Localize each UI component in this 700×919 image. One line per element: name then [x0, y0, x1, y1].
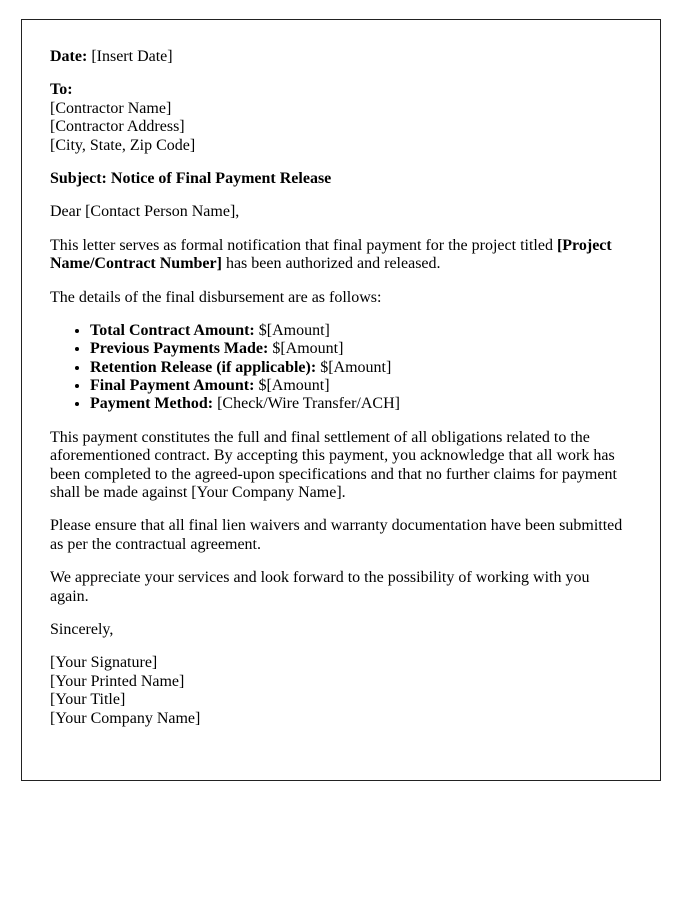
date-line: [50, 48, 632, 66]
details-intro: The details of the final disbursement are as follows:: [50, 288, 382, 306]
payment-detail-item: [90, 322, 632, 340]
detail-label: Total Contract Amount:: [90, 321, 255, 339]
detail-value: $[Amount]: [254, 377, 330, 395]
payment-details-list: [50, 322, 632, 414]
signature-block: [50, 654, 632, 728]
closing: Sincerely,: [50, 620, 114, 638]
recipient-block: [50, 81, 632, 155]
salutation: Dear [Contact Person Name],: [50, 203, 240, 221]
intro-post: has been authorized and released.: [221, 255, 441, 273]
date-label: Date:: [50, 48, 88, 65]
detail-label: Payment Method:: [90, 395, 214, 413]
signature-line: [Your Title]: [50, 691, 126, 709]
detail-value: [Check/Wire Transfer/ACH]: [213, 395, 400, 413]
letter-frame: [21, 19, 661, 781]
to-label: To:: [50, 81, 73, 99]
recipient-line: [Contractor Name]: [50, 99, 172, 117]
project-name-bold: [Project Name/Contract Number]: [50, 236, 612, 273]
payment-detail-item: [90, 377, 632, 395]
recipient-line: [Contractor Address]: [50, 118, 185, 136]
detail-label: Retention Release (if applicable):: [90, 358, 317, 376]
recipient-line: [City, State, Zip Code]: [50, 136, 196, 154]
payment-detail-item: [90, 395, 632, 413]
intro-pre: This letter serves as formal notification that final payment for the project titled: [50, 236, 557, 254]
signature-line: [Your Signature]: [50, 654, 158, 672]
subject-line: Subject: Notice of Final Payment Release: [50, 169, 332, 187]
signature-line: [Your Printed Name]: [50, 672, 185, 690]
signature-line: [Your Company Name]: [50, 709, 201, 727]
detail-label: Final Payment Amount:: [90, 377, 255, 395]
payment-detail-item: [90, 340, 632, 358]
detail-label: Previous Payments Made:: [90, 340, 269, 358]
date-value: [Insert Date]: [87, 48, 173, 65]
detail-value: $[Amount]: [316, 358, 392, 376]
detail-value: $[Amount]: [268, 340, 344, 358]
payment-detail-item: [90, 359, 632, 377]
intro-paragraph: [50, 237, 632, 274]
appreciation-paragraph: We appreciate your services and look forward to the possibility of working with you again.: [50, 569, 590, 605]
lien-waiver-paragraph: Please ensure that all final lien waivers and warranty documentation have been submitted as per the contractual agreement.: [50, 517, 623, 553]
detail-value: $[Amount]: [254, 321, 330, 339]
settlement-paragraph: This payment constitutes the full and final settlement of all obligations related to the aforementioned contract. By accepting this payment, you acknowledge that all work has been completed to the agreed-upon specifications and that no further claims for payment shall be made against [Your Company Name].: [50, 428, 617, 502]
